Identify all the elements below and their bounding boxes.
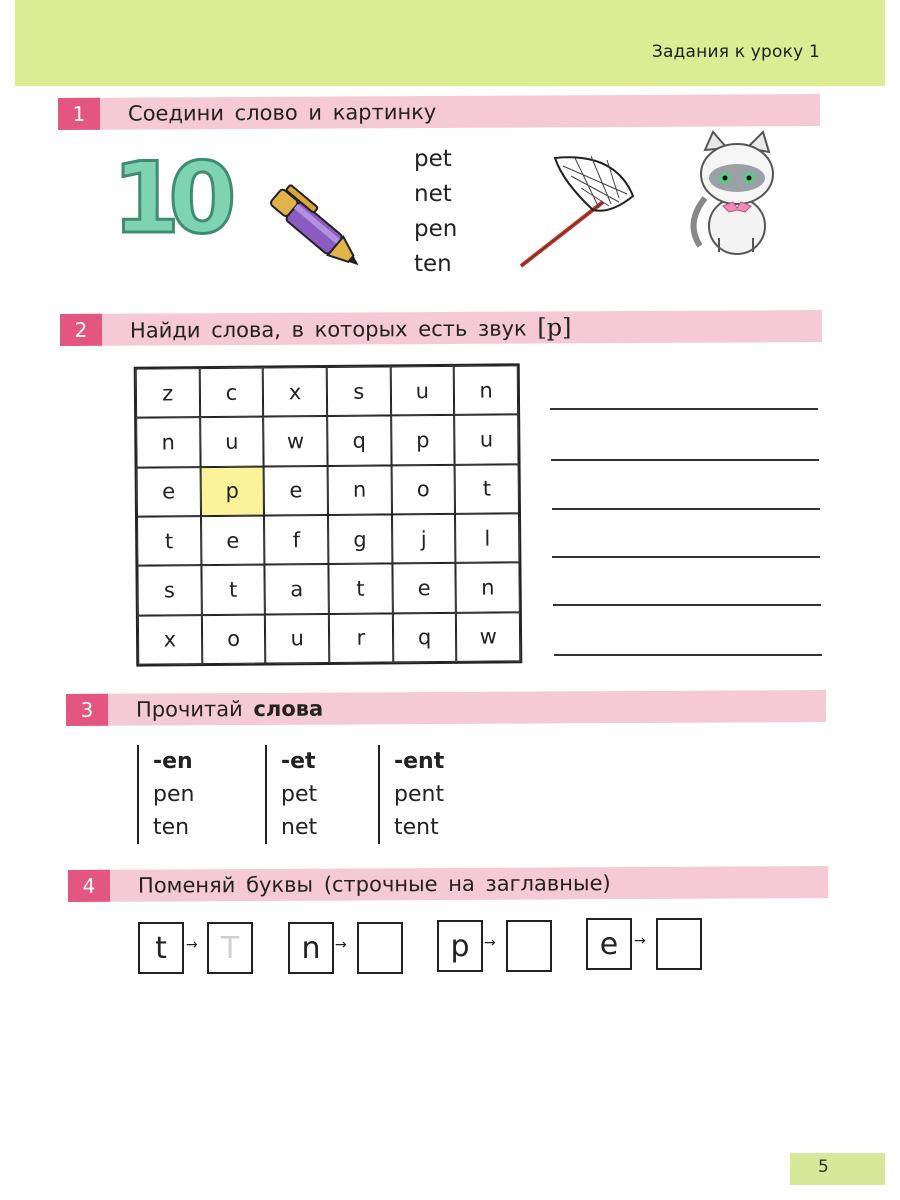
answer-line[interactable] [553,604,821,606]
answer-line[interactable] [552,508,820,510]
grid-cell[interactable]: q [393,613,457,663]
task4-number: 4 [68,870,110,902]
answer-line[interactable] [550,408,818,410]
task4-title: Поменяй буквы (строчные на заглавные) [137,871,611,898]
grid-cell[interactable]: z [136,368,200,418]
grid-cell[interactable]: e [264,466,328,516]
grid-cell[interactable]: s [327,366,391,416]
column-word: ten [153,815,190,840]
grid-cell[interactable]: f [264,515,328,565]
grid-cell[interactable]: q [327,416,391,466]
answer-line[interactable] [552,556,820,558]
grid-cell[interactable]: p [391,415,455,465]
task3-header [66,690,826,726]
uppercase-answer-box[interactable]: T [207,922,253,974]
arrow-right-icon: → [186,937,198,953]
grid-cell[interactable]: t [201,565,265,615]
grid-cell[interactable]: g [328,514,392,564]
arrow-right-icon: → [634,933,646,949]
lowercase-letter-box: n [288,922,334,974]
lowercase-letter-box: t [138,922,184,974]
task1-title: Соедини слово и картинку [127,100,437,126]
page-number: 5 [818,1157,829,1177]
grid-cell[interactable]: w [456,612,520,662]
grid-cell[interactable]: l [455,513,519,563]
column-word: tent [394,815,439,840]
uppercase-answer-box[interactable] [656,918,702,970]
number-ten-icon: 10 [112,142,225,256]
task2-phoneme: [p] [537,313,572,342]
ending-column [137,745,194,844]
word-item: net [414,181,452,207]
grid-cell[interactable]: n [456,563,520,613]
answer-line[interactable] [554,654,822,656]
lowercase-letter-box: p [437,920,483,972]
column-word: pen [153,782,195,807]
task3-number: 3 [66,694,108,726]
grid-cell[interactable]: u [200,417,264,467]
grid-cell[interactable]: c [199,368,263,418]
butterfly-net-icon [515,152,640,272]
grid-cell[interactable]: o [391,465,455,515]
column-word: pent [394,782,445,807]
ending-column [378,745,444,844]
arrow-right-icon: → [484,935,496,951]
word-item: pet [414,146,452,172]
pen-icon [255,175,375,285]
task3-title-bold: слова [253,696,324,722]
task2-title-text: Найди слова, в которых есть звук [129,316,527,343]
grid-cell[interactable]: u [454,415,518,465]
column-word: pet [281,782,318,807]
task3-title-plain: Прочитай [135,697,243,722]
word-item: ten [414,251,452,277]
grid-cell[interactable]: e [201,516,265,566]
task1-header [58,94,820,130]
task1-word-list [414,142,457,282]
grid-cell[interactable]: t [455,464,519,514]
cat-icon [675,128,790,258]
grid-cell[interactable]: j [392,514,456,564]
grid-cell[interactable]: n [328,465,392,515]
grid-cell[interactable]: s [137,565,201,615]
uppercase-answer-box[interactable] [506,920,552,972]
grid-cell[interactable]: n [136,417,200,467]
grid-cell[interactable]: o [202,614,266,664]
grid-cell[interactable]: n [454,365,518,415]
uppercase-answer-box[interactable] [357,922,403,974]
task2-number: 2 [60,314,102,346]
ending-heading: -en [153,749,193,774]
page-number-tab [790,1153,885,1185]
grid-cell[interactable]: u [265,614,329,664]
ending-column [265,745,317,844]
grid-cell-highlighted[interactable]: p [200,466,264,516]
grid-cell[interactable]: t [137,516,201,566]
arrow-right-icon: → [335,937,347,953]
lowercase-letter-box: e [586,918,632,970]
grid-cell[interactable]: e [137,467,201,517]
grid-cell[interactable]: t [328,564,392,614]
grid-cell[interactable]: x [263,367,327,417]
ending-heading: -et [281,749,316,774]
grid-cell[interactable]: w [263,416,327,466]
column-word: net [281,815,318,840]
answer-line[interactable] [551,459,819,461]
task3-title [136,693,323,726]
task1-number: 1 [58,98,100,130]
task2-title [130,311,572,346]
letter-grid [134,363,523,666]
grid-cell[interactable]: x [138,615,202,665]
task4-header [68,866,828,902]
grid-cell[interactable]: a [265,564,329,614]
grid-cell[interactable]: u [390,366,454,416]
word-item: pen [414,216,458,242]
ending-heading: -ent [394,749,445,774]
grid-cell[interactable]: r [329,613,393,663]
grid-cell[interactable]: e [392,563,456,613]
task2-header [60,310,822,346]
lesson-header-title: Задания к уроку 1 [651,42,820,62]
